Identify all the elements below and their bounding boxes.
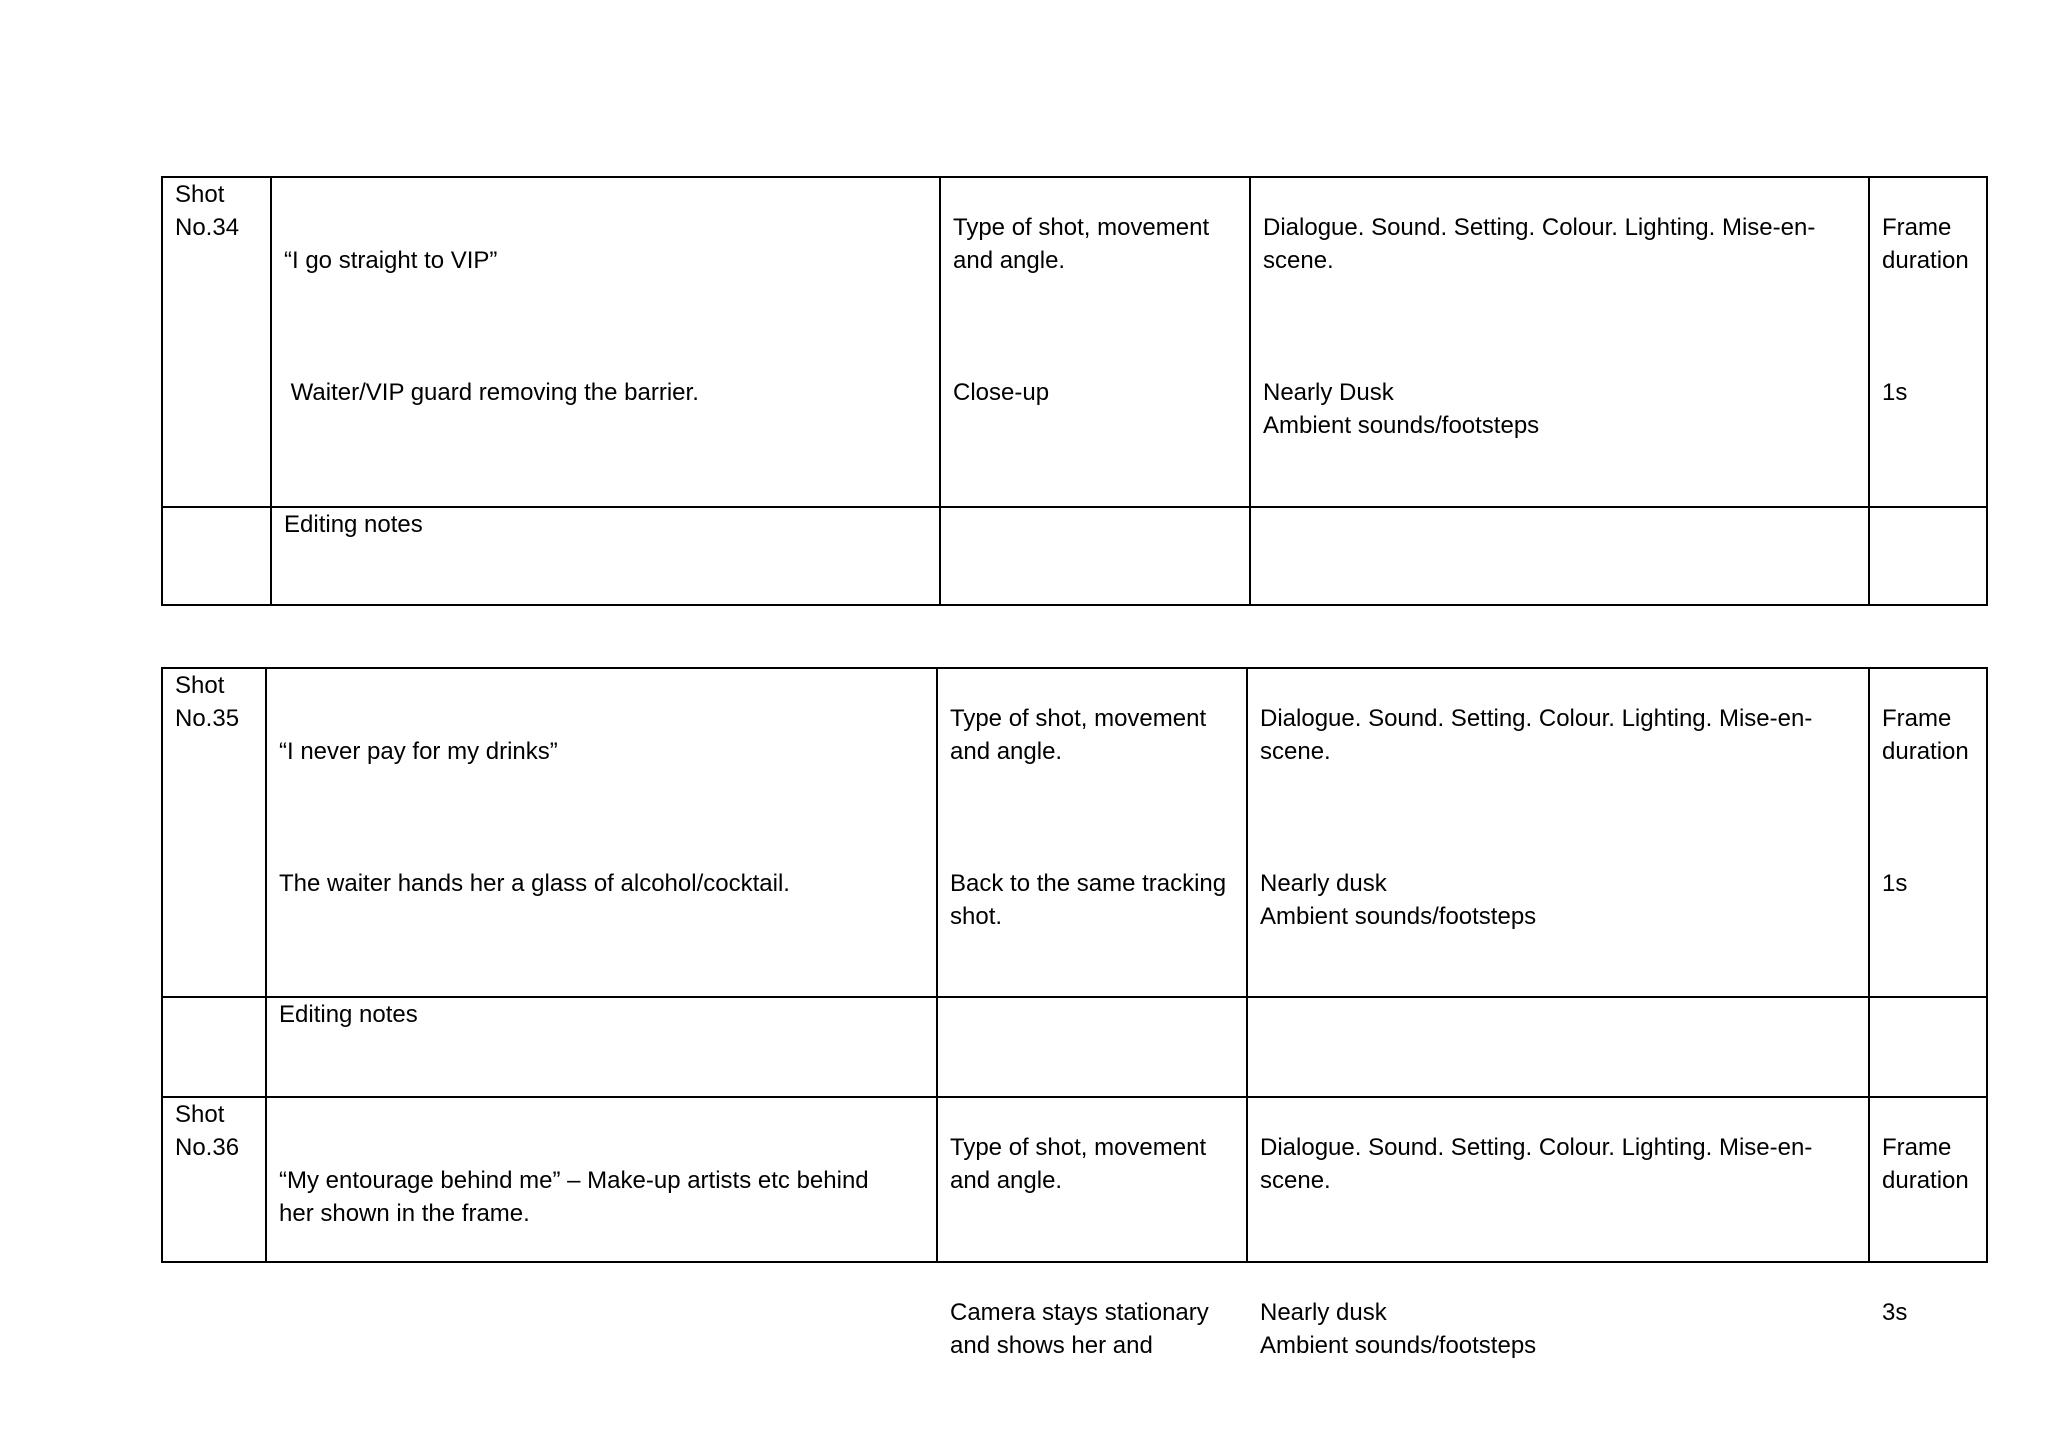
description-quote: “My entourage behind me” – Make-up artists etc behind her shown in the frame.	[279, 1167, 869, 1227]
shot-type-value: Close-up	[953, 379, 1050, 406]
frame-duration-header: Frame duration	[1882, 705, 1969, 765]
dialogue-cell	[1251, 178, 1868, 475]
shot-type-header: Type of shot, movement and angle.	[950, 1134, 1207, 1194]
dialogue-header: Dialogue. Sound. Setting. Colour. Lighting. Mise-en- scene.	[1260, 705, 1813, 765]
shot-type-header: Type of shot, movement and angle.	[950, 705, 1207, 765]
dialogue-header: Dialogue. Sound. Setting. Colour. Lighting. Mise-en- scene.	[1263, 214, 1816, 274]
shot-type-value: Camera stays stationary and shows her and	[950, 1299, 1209, 1359]
description-action: Waiter/VIP guard removing the barrier.	[284, 379, 699, 406]
frame-duration-cell	[1870, 1098, 1988, 1362]
frame-duration-header: Frame duration	[1882, 214, 1969, 274]
frame-duration-header: Frame duration	[1882, 1134, 1969, 1194]
shot-type-cell	[941, 178, 1249, 442]
frame-duration-value: 1s	[1882, 870, 1908, 897]
shot-number-label: Shot No.36	[175, 1101, 240, 1161]
description-action: The waiter hands her a glass of alcohol/cocktail.	[279, 870, 790, 897]
storyboard-table-shot-34	[161, 176, 1988, 606]
shot-type-header: Type of shot, movement and angle.	[953, 214, 1210, 274]
editing-notes-label: Editing notes	[279, 1001, 418, 1028]
frame-duration-cell	[1870, 178, 1988, 442]
frame-duration-cell	[1870, 669, 1988, 933]
shot-description-cell	[272, 178, 939, 442]
shot-description-cell	[267, 669, 936, 933]
frame-duration-value: 1s	[1882, 379, 1908, 406]
dialogue-value: Nearly dusk Ambient sounds/footsteps	[1260, 870, 1537, 930]
description-quote: “I go straight to VIP”	[284, 247, 498, 274]
description-quote: “I never pay for my drinks”	[279, 738, 558, 765]
dialogue-cell	[1248, 669, 1868, 966]
dialogue-value: Nearly dusk Ambient sounds/footsteps	[1260, 1299, 1537, 1359]
dialogue-cell	[1248, 1098, 1868, 1395]
shot-type-cell	[938, 669, 1246, 966]
dialogue-header: Dialogue. Sound. Setting. Colour. Lighting. Mise-en- scene.	[1260, 1134, 1813, 1194]
shot-type-cell	[938, 1098, 1246, 1395]
shot-type-value: Back to the same tracking shot.	[950, 870, 1227, 930]
shot-description-cell	[267, 1098, 936, 1263]
shot-number-label: Shot No.34	[175, 181, 240, 241]
storyboard-table-shots-35-36	[161, 667, 1988, 1359]
dialogue-value: Nearly Dusk Ambient sounds/footsteps	[1263, 379, 1540, 439]
editing-notes-label: Editing notes	[284, 511, 423, 538]
shot-number-label: Shot No.35	[175, 672, 240, 732]
frame-duration-value: 3s	[1882, 1299, 1908, 1326]
